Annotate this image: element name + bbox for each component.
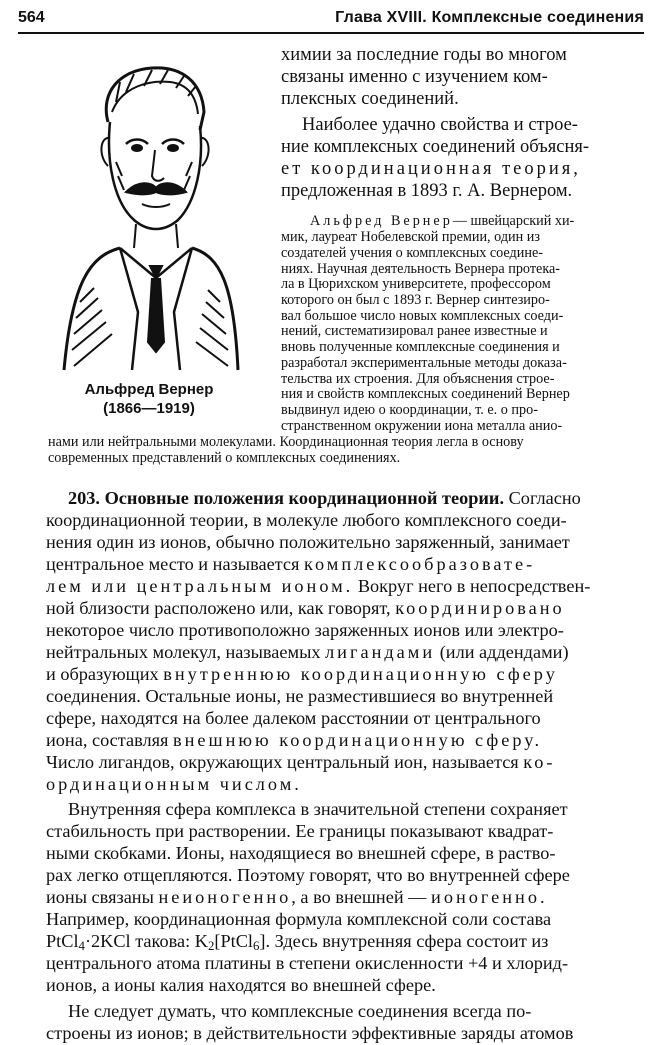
bio-line: вал большое число новых комплексных соеди- [281,308,564,324]
text-fragment: ]. Здесь внутренняя сфера состоит из [259,931,549,951]
intro-line: ние комплексных соединений объясня- [281,137,590,157]
paragraph-line [46,752,555,774]
chapter-title: Глава XVIII. Комплексные соединения [335,9,644,26]
term-central-ion: лем или центральным ионом. [46,576,354,596]
text-fragment: иона, составляя [46,730,174,750]
term-complexing-agent: комплексообразовате- [304,554,536,574]
formula-subscript: 2 [208,939,215,954]
paragraph-line: стабильность при растворении. Ее границы показывают квадрат- [46,821,554,841]
intro-line: связаны именно с изучением ком- [281,67,548,87]
paragraph-line: ионов, а ионы калия находятся во внешней сфере. [46,975,436,995]
paragraph-line: соединения. Остальные ионы, не разместившиеся во внутренней [46,686,554,706]
paragraph-line: ординационным числом. [46,774,302,794]
intro-line: Наиболее удачно свойства и строе- [302,115,578,135]
paragraph-line [46,642,569,664]
formula-subscript: 6 [253,939,260,954]
term-coordinated: координировано [395,598,565,618]
bio-line: выдвинул идею о координации, т. е. о про- [281,402,538,418]
bio-line: вновь полученные комплексные соединения и [281,339,560,355]
term-nonionogenic: неионогенно [158,887,292,907]
term-outer-sphere: внешнюю координационную сферу. [173,730,543,750]
page-header [18,6,644,32]
bio-line: тельства их строения. Для объяснения строе- [281,371,555,387]
portrait-caption [56,380,242,418]
page-number: 564 [18,9,45,26]
bio-line: разработал экспериментальные методы доказа- [281,355,567,371]
paragraph-line: Не следует думать, что комплексные соединения всегда по- [68,1001,532,1021]
term-inner-sphere: внутреннюю координационную сферу [163,664,558,684]
bio-line: странственном окружении иона металла анио- [281,418,563,434]
formula-part: PtCl [46,931,79,951]
bio-line: которого он был с 1893 г. Вернер синтезиро- [281,292,550,308]
paragraph-line [46,576,590,598]
section-title: Основные положения координационной теории. [104,488,505,508]
bio-line: современных представлений о комплексных соединениях. [48,450,401,466]
text-fragment: и образующих [46,664,164,684]
bio-line: создателей учения о комплексных соедине- [281,245,543,261]
term-ionogenic: ионогенно. [431,887,548,907]
text-fragment: Вокруг него в непосредствен- [353,576,591,596]
formula-subscript: 4 [78,939,85,954]
formula-part: ·2KCl такова: K [84,931,208,951]
formula-line [46,931,548,953]
paragraph-line [46,887,548,909]
bio-line: нений, систематизировал ранее известные и [281,323,548,339]
section-number: 203. [68,488,100,508]
bio-line: ниях. Научная деятельность Вернера протека- [281,261,561,277]
intro-line: химии за последние годы во многом [281,45,567,65]
intro-line: ет координационная теория, [281,159,581,179]
paragraph-line: Внутренняя сфера комплекса в значительной степени сохраняет [68,799,568,819]
bio-name: Альфред Вернер [310,213,453,229]
paragraph-line: Например, координационная формула комплексной соли состава [46,909,552,929]
bio-line: ния и свойств комплексных соединений Вернер [281,386,570,402]
portrait-illustration [60,52,240,372]
header-rule [18,32,644,34]
bio-line: нами или нейтральными молекулами. Координационная теория легла в основу [48,434,524,450]
formula-part: [PtCl [214,931,254,951]
paragraph-line: ными скобками. Ионы, находящиеся во внешней сфере, в раство- [46,843,556,863]
text-fragment: ионы связаны [46,887,159,907]
bio-line-rest: — швейцарский хи- [452,213,575,229]
text-fragment: (или аддендами) [435,642,569,662]
intro-line: плексных соединений. [281,89,459,109]
paragraph-line [46,730,542,752]
text-fragment: Согласно [504,488,581,508]
bio-line [310,214,574,230]
paragraph-line: сфере, находятся на более далеком расстоянии от центрального [46,708,541,728]
portrait-years: (1866—1919) [103,400,195,417]
portrait-name: Альфред Вернер [84,381,214,398]
paragraph-line: некоторое число противоположно заряженных ионов или электро- [46,620,564,640]
paragraph-line: нения один из ионов, обычно положительно заряженный, занимает [46,532,570,552]
text-fragment: , а во внешней — [291,887,432,907]
paragraph-line: центрального атома платины в степени окисленности +4 и хлорид- [46,953,569,973]
section-heading-line [68,488,581,510]
text-fragment: Число лигандов, окружающих центральный ион, называется [46,752,524,772]
paragraph-line: строены из ионов; в действительности эффективные заряды атомов [46,1023,574,1043]
text-fragment: нейтральных молекул, называемых [46,642,326,662]
paragraph-line: координационной теории, в молекуле любого комплексного соеди- [46,510,567,530]
term-coordination-number: ко- [523,752,556,772]
bio-line: ла в Цюрихском университете, профессором [281,276,551,292]
paragraph-line [46,554,535,576]
bio-line: мик, лауреат Нобелевской премии, один из [281,229,540,245]
paragraph-line [46,598,565,620]
paragraph-line: рах легко отщепляются. Поэтому говорят, что во внутренней сфере [46,865,570,885]
paragraph-line [46,664,558,686]
text-fragment: центральное место и называется [46,554,304,574]
term-ligands: лигандами [325,642,436,662]
intro-line: предложенная в 1893 г. А. Вернером. [281,181,573,201]
text-fragment: ной близости расположено или, как говорят, [46,598,396,618]
